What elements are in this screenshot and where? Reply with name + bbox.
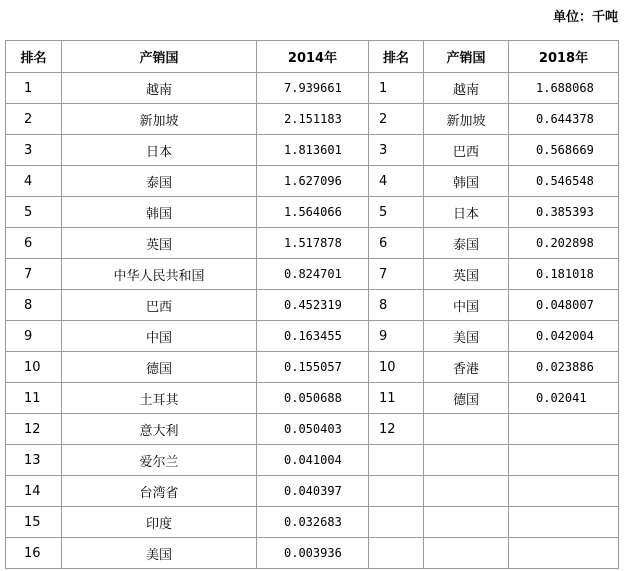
country-2014-cell: 中国 xyxy=(62,321,257,352)
rank-2014-cell: 16 xyxy=(6,538,62,569)
country-2018-cell: 新加坡 xyxy=(424,104,509,135)
country-2018-cell: 巴西 xyxy=(424,135,509,166)
header-country-2014: 产销国 xyxy=(62,41,257,73)
rank-2014-cell: 2 xyxy=(6,104,62,135)
table-row xyxy=(6,135,619,166)
value-2014-cell: 0.163455 xyxy=(257,321,369,352)
country-2018-cell: 香港 xyxy=(424,352,509,383)
header-value-2014: 2014年 xyxy=(257,41,369,73)
rank-2018-cell: 8 xyxy=(369,290,424,321)
rank-2018-cell xyxy=(369,445,424,476)
value-2018-cell: 0.048007 xyxy=(509,290,619,321)
country-2018-cell: 韩国 xyxy=(424,166,509,197)
country-2018-cell xyxy=(424,538,509,569)
value-2014-cell: 0.041004 xyxy=(257,445,369,476)
rank-2014-cell: 11 xyxy=(6,383,62,414)
country-2014-cell: 印度 xyxy=(62,507,257,538)
value-2014-cell: 0.452319 xyxy=(257,290,369,321)
country-2018-cell: 英国 xyxy=(424,259,509,290)
table-row xyxy=(6,538,619,569)
value-2014-cell: 0.050688 xyxy=(257,383,369,414)
value-2014-cell: 7.939661 xyxy=(257,73,369,104)
rank-2018-cell: 5 xyxy=(369,197,424,228)
country-2014-cell: 新加坡 xyxy=(62,104,257,135)
rank-2014-cell: 1 xyxy=(6,73,62,104)
value-2018-cell: 0.023886 xyxy=(509,352,619,383)
rank-2014-cell: 14 xyxy=(6,476,62,507)
country-2018-cell xyxy=(424,414,509,445)
rank-2018-cell: 4 xyxy=(369,166,424,197)
header-value-2018: 2018年 xyxy=(509,41,619,73)
value-2018-cell: 0.385393 xyxy=(509,197,619,228)
rank-2018-cell: 7 xyxy=(369,259,424,290)
value-2018-cell xyxy=(509,538,619,569)
value-2018-cell: 1.688068 xyxy=(509,73,619,104)
ranking-table xyxy=(5,40,619,569)
country-2018-cell xyxy=(424,507,509,538)
country-2014-cell: 土耳其 xyxy=(62,383,257,414)
value-2014-cell: 1.813601 xyxy=(257,135,369,166)
country-2018-cell: 越南 xyxy=(424,73,509,104)
rank-2018-cell: 9 xyxy=(369,321,424,352)
rank-2018-cell xyxy=(369,476,424,507)
table-row xyxy=(6,414,619,445)
rank-2018-cell: 10 xyxy=(369,352,424,383)
rank-2014-cell: 15 xyxy=(6,507,62,538)
value-2018-cell: 0.546548 xyxy=(509,166,619,197)
country-2018-cell: 泰国 xyxy=(424,228,509,259)
table-row xyxy=(6,352,619,383)
value-2014-cell: 0.003936 xyxy=(257,538,369,569)
rank-2018-cell: 1 xyxy=(369,73,424,104)
unit-label: 单位：千吨 xyxy=(552,10,618,25)
rank-2014-cell: 12 xyxy=(6,414,62,445)
table-row xyxy=(6,321,619,352)
table-header-row xyxy=(6,41,619,73)
table-row xyxy=(6,166,619,197)
value-2018-cell xyxy=(509,445,619,476)
rank-2018-cell: 6 xyxy=(369,228,424,259)
country-2014-cell: 中华人民共和国 xyxy=(62,259,257,290)
rank-2014-cell: 10 xyxy=(6,352,62,383)
table-row xyxy=(6,73,619,104)
country-2014-cell: 韩国 xyxy=(62,197,257,228)
header-rank-2018: 排名 xyxy=(369,41,424,73)
value-2014-cell: 0.155057 xyxy=(257,352,369,383)
rank-2014-cell: 7 xyxy=(6,259,62,290)
table-row xyxy=(6,383,619,414)
rank-2014-cell: 8 xyxy=(6,290,62,321)
table-row xyxy=(6,228,619,259)
rank-2014-cell: 9 xyxy=(6,321,62,352)
rank-2014-cell: 3 xyxy=(6,135,62,166)
table-row xyxy=(6,445,619,476)
table-row xyxy=(6,290,619,321)
value-2014-cell: 1.564066 xyxy=(257,197,369,228)
value-2018-cell xyxy=(509,476,619,507)
rank-2018-cell: 11 xyxy=(369,383,424,414)
table-row xyxy=(6,104,619,135)
country-2014-cell: 巴西 xyxy=(62,290,257,321)
rank-2014-cell: 4 xyxy=(6,166,62,197)
country-2014-cell: 泰国 xyxy=(62,166,257,197)
country-2014-cell: 美国 xyxy=(62,538,257,569)
country-2018-cell xyxy=(424,445,509,476)
value-2018-cell: 0.568669 xyxy=(509,135,619,166)
value-2014-cell: 0.032683 xyxy=(257,507,369,538)
rank-2018-cell xyxy=(369,507,424,538)
rank-2014-cell: 6 xyxy=(6,228,62,259)
country-2018-cell: 美国 xyxy=(424,321,509,352)
value-2018-cell xyxy=(509,507,619,538)
country-2014-cell: 越南 xyxy=(62,73,257,104)
rank-2018-cell: 3 xyxy=(369,135,424,166)
rank-2014-cell: 13 xyxy=(6,445,62,476)
header-country-2018: 产销国 xyxy=(424,41,509,73)
rank-2018-cell: 2 xyxy=(369,104,424,135)
value-2018-cell: 0.042004 xyxy=(509,321,619,352)
value-2014-cell: 0.824701 xyxy=(257,259,369,290)
table-row xyxy=(6,197,619,228)
country-2018-cell: 日本 xyxy=(424,197,509,228)
country-2018-cell: 德国 xyxy=(424,383,509,414)
value-2018-cell: 0.644378 xyxy=(509,104,619,135)
rank-2018-cell xyxy=(369,538,424,569)
value-2014-cell: 0.050403 xyxy=(257,414,369,445)
value-2018-cell xyxy=(509,414,619,445)
value-2018-cell: 0.02041 xyxy=(509,383,619,414)
rank-2018-cell: 12 xyxy=(369,414,424,445)
value-2014-cell: 0.040397 xyxy=(257,476,369,507)
value-2014-cell: 2.151183 xyxy=(257,104,369,135)
value-2014-cell: 1.517878 xyxy=(257,228,369,259)
country-2014-cell: 意大利 xyxy=(62,414,257,445)
table-row xyxy=(6,259,619,290)
value-2018-cell: 0.202898 xyxy=(509,228,619,259)
country-2014-cell: 台湾省 xyxy=(62,476,257,507)
country-2014-cell: 英国 xyxy=(62,228,257,259)
value-2018-cell: 0.181018 xyxy=(509,259,619,290)
country-2018-cell: 中国 xyxy=(424,290,509,321)
value-2014-cell: 1.627096 xyxy=(257,166,369,197)
country-2018-cell xyxy=(424,476,509,507)
country-2014-cell: 德国 xyxy=(62,352,257,383)
country-2014-cell: 爱尔兰 xyxy=(62,445,257,476)
table-row xyxy=(6,507,619,538)
rank-2014-cell: 5 xyxy=(6,197,62,228)
header-rank-2014: 排名 xyxy=(6,41,62,73)
table-row xyxy=(6,476,619,507)
country-2014-cell: 日本 xyxy=(62,135,257,166)
